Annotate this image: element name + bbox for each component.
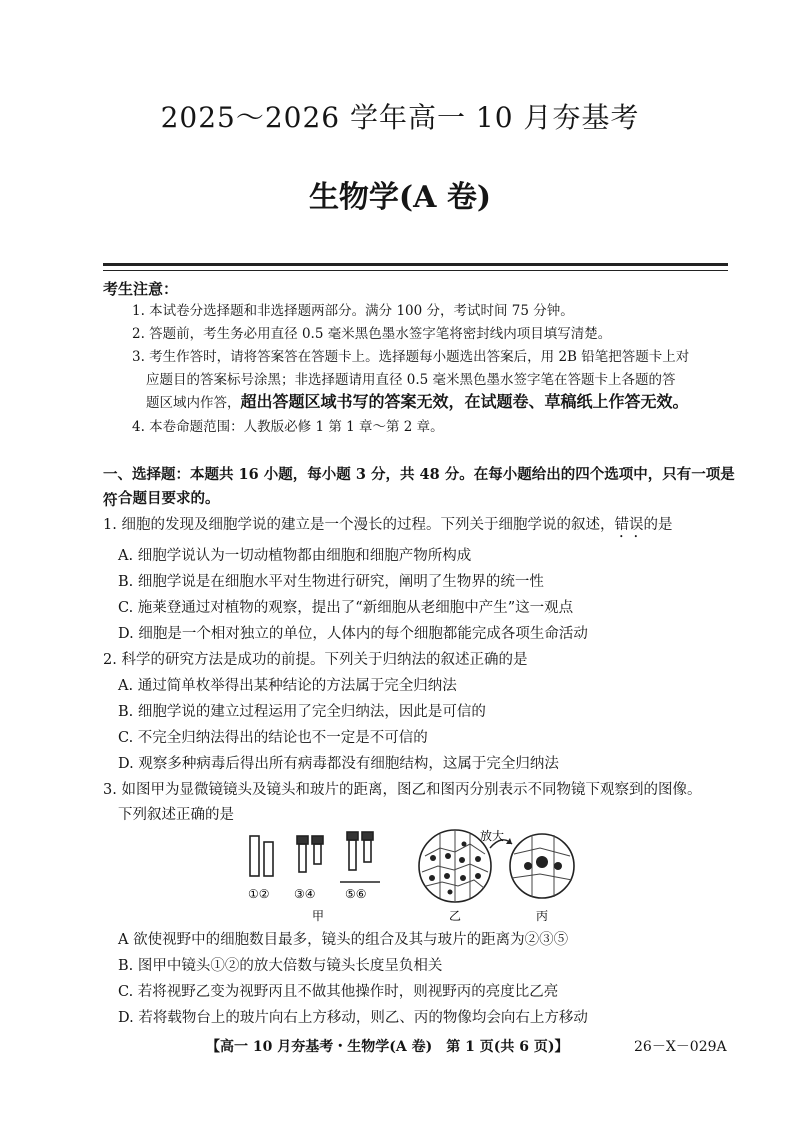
question-2-option-b: B. 细胞学说的建立过程运用了完全归纳法，因此是可信的 (118, 704, 486, 720)
question-2-stem: 2. 科学的研究方法是成功的前提。下列关于归纳法的叙述正确的是 (103, 652, 528, 668)
question-1-stem (103, 515, 763, 541)
notice-heading: 考生注意： (103, 280, 179, 298)
question-3-option-a: A 欲使视野中的细胞数目最多，镜头的组合及其与玻片的距离为②③⑤ (118, 932, 569, 948)
question-2-option-d: D. 观察多种病毒后得出所有病毒都没有细胞结构，这属于完全归纳法 (118, 756, 559, 772)
section-heading-line1: 一、选择题：本题共 16 小题，每小题 3 分，共 48 分。在每小题给出的四个选项中，只有一项是符 (103, 466, 735, 509)
label-bing: 丙 (536, 909, 549, 923)
page-footer: 【高一 10 月夯基考・生物学(A 卷) 第 1 页(共 6 页)】 (206, 1039, 569, 1055)
view-bing (510, 834, 574, 898)
exam-subtitle: 生物学(A 卷) (308, 180, 492, 215)
question-3-option-b: B. 图甲中镜头①②的放大倍数与镜头长度呈负相关 (118, 958, 443, 974)
question-1-option-c: C. 施莱登通过对植物的观察，提出了“新细胞从老细胞中产生”这一观点 (118, 600, 574, 616)
question-1-option-b: B. 细胞学说是在细胞水平对生物进行研究，阐明了生物界的统一性 (118, 574, 544, 590)
question-3-option-c: C. 若将视野乙变为视野丙且不做其他操作时，则视野丙的亮度比乙亮 (118, 984, 559, 1000)
label-12: ①② (248, 887, 270, 901)
microscope-figure (240, 826, 600, 926)
microscope-figure-svg (240, 826, 600, 926)
header-rule-thin (103, 270, 728, 271)
question-2-option-c: C. 不完全归纳法得出的结论也不一定是不可信的 (118, 730, 428, 746)
notice-item-3: 3. 考生作答时，请将答案答在答题卡上。选择题每小题选出答案后，用 2B 铅笔把答题卡上对 (132, 349, 690, 365)
exam-title: 2025～2026 学年高一 10 月夯基考 (160, 101, 640, 134)
question-3-stem-line1: 3. 如图甲为显微镜镜头及镜头和玻片的距离，图乙和图丙分别表示不同物镜下观察到的图像。 (103, 782, 702, 798)
question-3-option-d: D. 若将载物台上的玻片向右上方移动，则乙、丙的物像均会向右上方移动 (118, 1010, 588, 1026)
question-1-emphasis: 错误 (614, 517, 644, 533)
label-jia: 甲 (312, 909, 325, 923)
label-yi: 乙 (449, 909, 462, 923)
notice-item-3-cont: 应题目的答案标号涂黑；非选择题请用直径 0.5 毫米黑色墨水签字笔在答题卡上各题的答 (146, 372, 676, 388)
notice-item-2: 2. 答题前，考生务必用直径 0.5 毫米黑色墨水签字笔将密封线内项目填写清楚。 (132, 326, 612, 342)
notice-item-1: 1. 本试卷分选择题和非选择题两部分。满分 100 分，考试时间 75 分钟。 (132, 303, 574, 319)
header-rule-thick (103, 263, 728, 266)
label-fangda: 放大 (480, 829, 505, 843)
question-3-stem-line2: 下列叙述正确的是 (118, 807, 234, 823)
objective-lenses-56 (340, 832, 380, 882)
notice-item-3-tail: 题区域内作答， (146, 395, 241, 411)
label-56: ⑤⑥ (345, 887, 367, 901)
paper-code: 26－X－029A (634, 1039, 727, 1055)
question-1-stem-text: 1. 细胞的发现及细胞学说的建立是一个漫长的过程。下列关于细胞学说的叙述， (103, 517, 615, 533)
notice-warning: 超出答题区域书写的答案无效，在试题卷、草稿纸上作答无效。 (240, 392, 689, 411)
question-1-option-a: A. 细胞学说认为一切动植物都由细胞和细胞产物所构成 (118, 548, 472, 564)
question-1-option-d: D. 细胞是一个相对独立的单位，人体内的每个细胞都能完成各项生命活动 (118, 626, 588, 642)
question-2-option-a: A. 通过简单枚举得出某种结论的方法属于完全归纳法 (118, 678, 457, 694)
objective-lenses-34 (297, 836, 323, 872)
question-1-stem-end: 的是 (643, 517, 673, 533)
label-34: ③④ (294, 887, 316, 901)
section-heading-line2: 合题目要求的。 (118, 490, 220, 507)
eyepiece-lenses (250, 836, 273, 876)
notice-item-4: 4. 本卷命题范围：人教版必修 1 第 1 章～第 2 章。 (132, 419, 444, 435)
notice-item-3-cont2 (146, 390, 746, 415)
